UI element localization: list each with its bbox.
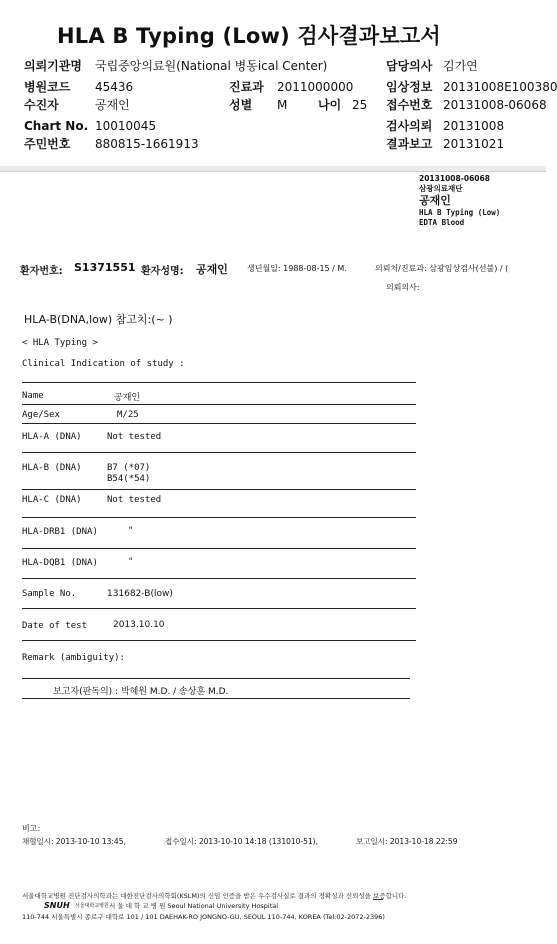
label-number: 20131008-06068 bbox=[419, 174, 490, 183]
sex-value: M bbox=[277, 98, 288, 112]
hospital-address: 110-744 서울특별시 종로구 대학로 101 / 101 DAEHAK-RO JONGNO-GU, SEOUL 110-744, KOREA (Tel:02-2072-2396) bbox=[22, 913, 385, 921]
clinical-info-label: 임상정보 bbox=[386, 80, 433, 94]
rule bbox=[22, 608, 416, 609]
resident-no-label: 주민번호 bbox=[24, 137, 71, 151]
note-label: 비고: bbox=[22, 824, 41, 833]
row-hla-dqb1-label: HLA-DQB1 (DNA) bbox=[22, 558, 98, 568]
department-label: 진료과 bbox=[229, 80, 264, 94]
chart-no-value: 10010045 bbox=[95, 119, 157, 133]
sex-label: 성별 bbox=[229, 98, 253, 112]
rule bbox=[22, 517, 416, 518]
row-hla-b-label: HLA-B (DNA) bbox=[22, 463, 82, 473]
label-org: 삼광의료재단 bbox=[419, 184, 463, 193]
rule bbox=[22, 678, 410, 679]
report-date-label: 결과보고 bbox=[386, 137, 433, 151]
row-hla-b-value2: B54(*54) bbox=[107, 474, 151, 484]
rule bbox=[22, 452, 416, 453]
certification-text: 서울대학교병원 진단검사의학과는 대한진단검사의학회(KSLM)의 신임 인증을 받은 우수검사실로 결과의 정확성과 신뢰성을 보증합니다. bbox=[22, 892, 407, 900]
patient-birth: 생년월일: 1988-08-15 / M. bbox=[247, 264, 347, 273]
physician-label: 담당의사 bbox=[386, 59, 433, 73]
receipt-no-label: 접수번호 bbox=[386, 98, 433, 112]
institution-value: 국립중앙의료원(National 병동ical Center) bbox=[95, 59, 328, 73]
row-hla-c-label: HLA-C (DNA) bbox=[22, 495, 82, 505]
department-value: 2011000000 bbox=[277, 80, 354, 94]
hospital-code-value: 45436 bbox=[95, 80, 134, 94]
row-sample-label: Sample No. bbox=[22, 589, 77, 599]
institution-label: 의뢰기관명 bbox=[24, 59, 82, 73]
patient-requester: 의뢰처/진료과: 삼광임상검사(선불) / ( bbox=[375, 264, 509, 273]
rule bbox=[22, 382, 416, 383]
scanned-report bbox=[0, 172, 546, 944]
section-title: < HLA Typing > bbox=[22, 338, 98, 348]
rule bbox=[22, 698, 410, 699]
patient-label: 수진자 bbox=[24, 98, 59, 112]
patient-id: S1371551 bbox=[74, 261, 136, 274]
label-specimen: EDTA Blood bbox=[419, 218, 465, 227]
hospital-name: 서 울 대 학 교 병 원 Seoul National University Hospital bbox=[109, 902, 279, 910]
snuh-logo: SNUH bbox=[44, 901, 70, 910]
collected-time: 채혈일시: 2013-10-10 13:45, bbox=[22, 837, 126, 846]
patient-id-label: 환자번호: bbox=[20, 266, 63, 277]
row-hla-c-value: Not tested bbox=[107, 495, 162, 505]
row-agesex-label: Age/Sex bbox=[22, 410, 60, 420]
label-name: 공재인 bbox=[419, 194, 451, 207]
row-sample-value: 131682-B(low) bbox=[107, 589, 173, 599]
clinical-info-value: 20131008E100380 bbox=[443, 80, 557, 94]
age-value: 25 bbox=[352, 98, 368, 112]
reporter: 보고자(판독의) : 박혜원 M.D. / 송상훈 M.D. bbox=[53, 687, 229, 697]
rule bbox=[22, 423, 416, 424]
row-hla-drb1-label: HLA-DRB1 (DNA) bbox=[22, 527, 98, 537]
receipt-no-value: 20131008-06068 bbox=[443, 98, 547, 112]
report-title: HLA B Typing (Low) 검사결과보고서 bbox=[57, 24, 441, 48]
resident-no-value: 880815-1661913 bbox=[95, 137, 199, 151]
label-test: HLA B Typing (Low) bbox=[419, 208, 501, 217]
reported-time: 보고일시: 2013-10-18 22:59 bbox=[356, 837, 458, 846]
report-date-value: 20131021 bbox=[443, 137, 505, 151]
rule bbox=[22, 578, 416, 579]
report-heading: HLA-B(DNA,low) 참고치:(~ ) bbox=[24, 313, 173, 326]
patient-value: 공재인 bbox=[95, 98, 130, 112]
request-date-label: 검사의뢰 bbox=[386, 119, 433, 133]
rule bbox=[22, 489, 416, 490]
row-hla-a-label: HLA-A (DNA) bbox=[22, 432, 82, 442]
row-hla-b-value: B7 (*07) bbox=[107, 463, 151, 473]
patient-requesting-doctor: 의뢰의사: bbox=[386, 283, 420, 292]
hospital-code-label: 병원코드 bbox=[24, 80, 71, 94]
request-date-value: 20131008 bbox=[443, 119, 505, 133]
physician-value: 김가연 bbox=[443, 59, 478, 73]
row-name-label: Name bbox=[22, 391, 44, 401]
snuh-logo-sub: 서울대학교병원 bbox=[75, 903, 109, 909]
row-date-value: 2013.10.10 bbox=[113, 620, 165, 630]
remark-label: Remark (ambiguity): bbox=[22, 653, 125, 663]
chart-no-label: Chart No. bbox=[24, 119, 89, 133]
patient-name-label: 환자성명: bbox=[141, 266, 184, 277]
received-time: 접수일시: 2013-10-10 14:18 (131010-51), bbox=[165, 837, 318, 846]
row-hla-drb1-value: " bbox=[128, 526, 134, 536]
footer-mark bbox=[373, 899, 383, 900]
report-header bbox=[0, 0, 557, 167]
age-label: 나이 bbox=[318, 98, 342, 112]
row-hla-a-value: Not tested bbox=[107, 432, 162, 442]
clinical-indication: Clinical Indication of study : bbox=[22, 359, 185, 369]
row-agesex-value: M/25 bbox=[117, 410, 139, 420]
row-name-value: 공재인 bbox=[114, 393, 141, 403]
rule bbox=[22, 404, 416, 405]
row-date-label: Date of test bbox=[22, 621, 88, 631]
row-hla-dqb1-value: " bbox=[128, 557, 134, 567]
rule bbox=[22, 548, 416, 549]
rule bbox=[22, 640, 416, 641]
patient-name: 공재인 bbox=[196, 263, 228, 276]
